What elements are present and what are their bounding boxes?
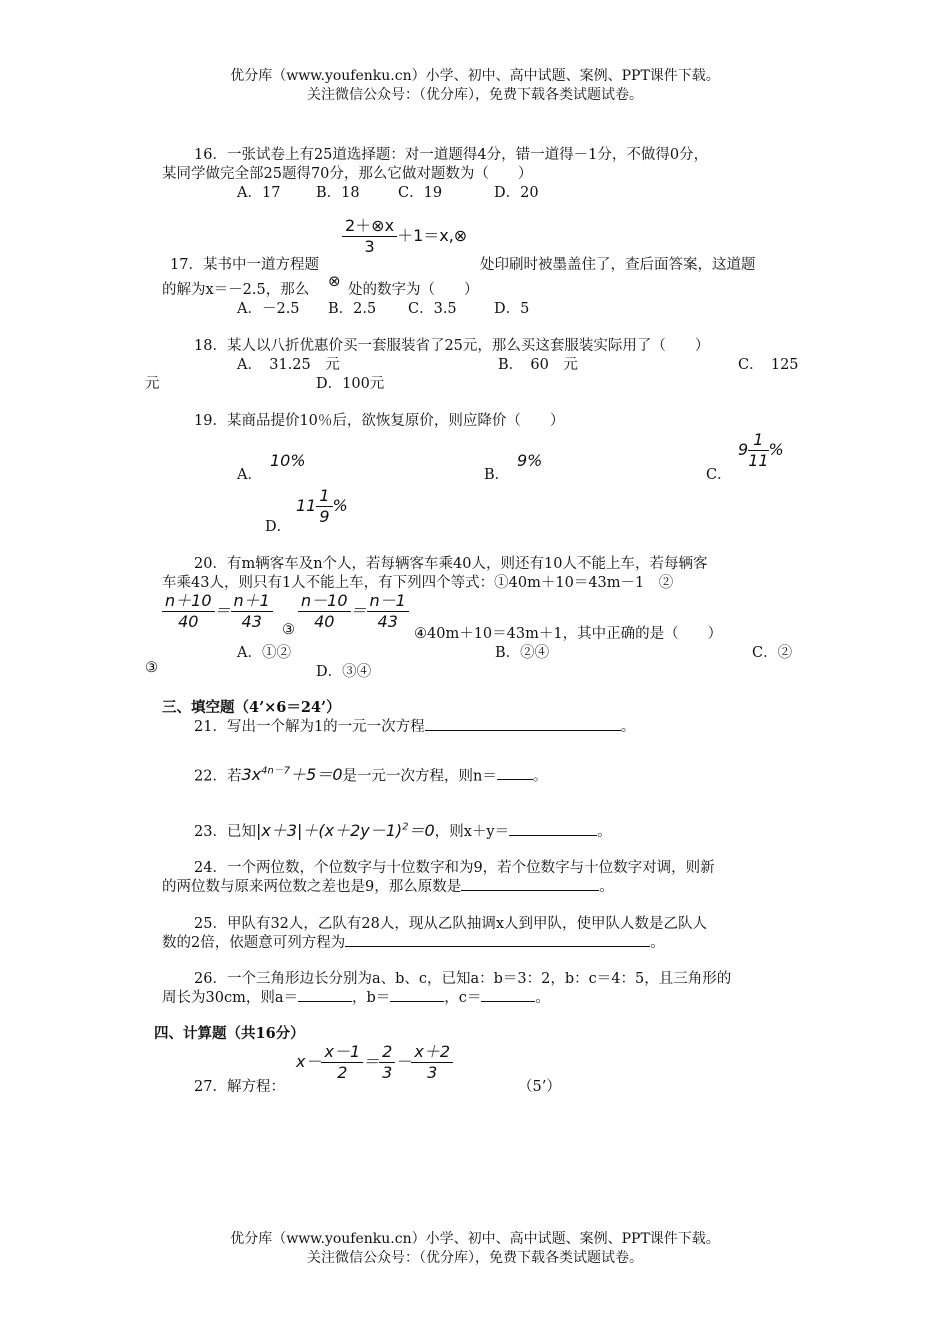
q17-prefix: 17．某书中一道方程题 <box>170 257 319 273</box>
q27-f1-numerator: x－1 <box>321 1042 363 1063</box>
q27-f1-denominator: 2 <box>337 1063 348 1082</box>
q20-f1-numerator: n＋10 <box>162 591 215 612</box>
q23-square: 2 <box>402 821 409 833</box>
q17-line2-b: 处的数字为（ ） <box>348 282 479 298</box>
q26-line2-c: ，c＝ <box>444 990 482 1006</box>
q22-base: 3x <box>241 765 262 785</box>
q23-rest: ＝0 <box>408 821 435 840</box>
q19-d-whole: 11 <box>296 496 317 515</box>
q19-c-denominator: 11 <box>748 451 769 470</box>
q16-option-d: D．20 <box>494 185 539 201</box>
q20-line1: 20．有m辆客车及n个人，若每辆客车乘40人，则还有10人不能上车，若每辆客 <box>194 556 708 572</box>
q20-option-a: A．①② <box>237 645 291 661</box>
q27-f2-denominator: 3 <box>382 1063 393 1082</box>
q20-option-b: B．②④ <box>495 645 550 661</box>
q16-option-c: C．19 <box>398 185 443 201</box>
q19-option-c-value <box>738 430 784 471</box>
q23-end: 。 <box>597 824 612 840</box>
question-23 <box>194 818 612 841</box>
q20-equation-3 <box>298 591 409 632</box>
q27-f2-numerator: 2 <box>379 1042 395 1063</box>
q16-option-b: B．18 <box>316 185 360 201</box>
q26-line2 <box>162 986 550 1007</box>
q18-option-d: D．100元 <box>316 376 385 392</box>
q23-prefix: 23．已知 <box>194 824 256 840</box>
q25-line2-text: 数的2倍，依题意可列方程为 <box>162 935 346 951</box>
q22-end: 。 <box>532 768 548 785</box>
q19-c-whole: 9 <box>738 440 749 459</box>
q20-f4-numerator: n－1 <box>367 591 409 612</box>
q18-option-b: B． 60 元 <box>498 357 578 373</box>
q22-exponent: 4n－7 <box>261 766 291 777</box>
q17-option-d: D．5 <box>494 301 530 317</box>
q23-suffix: ，则x＋y＝ <box>434 824 510 840</box>
q20-f2-numerator: n＋1 <box>231 591 273 612</box>
q24-line1: 24．一个两位数，个位数字与十位数字和为9，若个位数字与十位数字对调，则新 <box>194 860 715 876</box>
q19-c-percent: % <box>768 440 784 459</box>
q18-option-a: A． 31.25 元 <box>237 357 340 373</box>
q27-score: （5’） <box>518 1079 561 1095</box>
q20-option-c-wrap: ③ <box>145 660 158 676</box>
q26-answer-c-blank[interactable] <box>481 987 535 1002</box>
q19-option-c-label: C． <box>706 467 732 483</box>
q27-prefix: 27．解方程： <box>194 1079 285 1095</box>
q17-frac-numerator: 2＋⊗x <box>342 216 397 237</box>
q17-option-c: C．3.5 <box>408 301 457 317</box>
q24-line2 <box>162 875 614 896</box>
q19-d-numerator: 1 <box>316 486 332 507</box>
q20-f4-denominator: 43 <box>377 612 398 631</box>
q26-line2-b: ，b＝ <box>351 990 391 1006</box>
q25-line2 <box>162 931 665 952</box>
q17-ink-symbol: ⊗ <box>328 272 341 290</box>
q20-tail: ④40m＋10＝43m＋1，其中正确的是（ ） <box>414 626 723 642</box>
q19-d-denominator: 9 <box>319 507 330 526</box>
q17-suffix: 处印刷时被墨盖住了，查后面答案，这道题 <box>480 257 756 273</box>
q22-answer-blank[interactable] <box>497 765 533 780</box>
q16-line2: 某同学做完全部25题得70分，那么它做对题数为（ ） <box>162 166 533 182</box>
q19-d-percent: % <box>332 496 348 515</box>
q17-option-b: B．2.5 <box>328 301 377 317</box>
q22-suffix: 是一元一次方程，则n＝ <box>342 768 497 785</box>
q17-option-a: A．－2.5 <box>237 301 300 317</box>
q25-line1: 25．甲队有32人，乙队有28人，现从乙队抽调x人到甲队，使甲队人数是乙队人 <box>194 916 708 932</box>
q26-answer-b-blank[interactable] <box>390 987 444 1002</box>
q27-minus: － <box>395 1052 412 1071</box>
q22-prefix: 22．若 <box>194 768 242 785</box>
q27-f3-numerator: x＋2 <box>411 1042 453 1063</box>
q16-option-a: A．17 <box>237 185 281 201</box>
q20-circle-3: ③ <box>282 622 295 638</box>
q22-rest: ＋5＝0 <box>290 765 343 785</box>
q26-line2-a: 周长为30cm，则a＝ <box>162 990 298 1006</box>
q18-line1: 18．某人以八折优惠价买一套服装省了25元，那么买这套服装实际用了（ ） <box>194 338 710 354</box>
q20-option-d: D．③④ <box>316 664 372 680</box>
q20-line2: 车乘43人，则只有1人不能上车，有下列四个等式：①40m＋10＝43m－1 ② <box>162 575 674 591</box>
q20-f3-denominator: 40 <box>314 612 335 631</box>
q20-eq-sign-2: ＝ <box>350 601 367 620</box>
q26-answer-a-blank[interactable] <box>298 987 352 1002</box>
q20-f2-denominator: 43 <box>241 612 262 631</box>
question-22 <box>194 762 547 785</box>
q22-expression <box>241 765 342 784</box>
q19-option-d-label: D． <box>265 519 292 535</box>
q19-c-numerator: 1 <box>748 430 768 451</box>
q23-expression <box>256 821 435 840</box>
footer-line-2: 关注微信公众号：（优分库），免费下载各类试题试卷。 <box>307 1250 643 1266</box>
q17-equation <box>342 216 467 257</box>
q19-option-a-value: 10% <box>270 451 306 470</box>
q17-frac-denominator: 3 <box>364 237 375 256</box>
q23-expr: |x＋3|＋(x＋2y－1) <box>255 821 403 840</box>
footer-line-1: 优分库（www.youfenku.cn）小学、初中、高中试题、案例、PPT课件下载。 <box>230 1231 720 1247</box>
q19-option-b-value: 9% <box>517 451 543 470</box>
q26-end: 。 <box>535 990 550 1006</box>
q26-line1: 26．一个三角形边长分别为a、b、c，已知a：b＝3：2，b：c＝4：5，且三角形的 <box>194 971 732 987</box>
section-3-title: 三、填空题（4’×6＝24’） <box>162 699 341 716</box>
question-21 <box>194 715 635 736</box>
q18-option-c: C． 125 <box>738 357 799 373</box>
q25-answer-blank[interactable] <box>345 932 650 947</box>
q27-f3-denominator: 3 <box>427 1063 438 1082</box>
q24-line2-text: 的两位数与原来两位数之差也是9，那么原数是 <box>162 879 462 895</box>
q19-option-d-value <box>296 486 348 527</box>
q19-option-a-label: A． <box>237 467 262 483</box>
q17-line2-a: 的解为x＝－2.5，那么 <box>162 282 310 298</box>
q20-option-c: C．② <box>752 645 793 661</box>
q20-eq-sign: ＝ <box>214 601 231 620</box>
section-4-title: 四、计算题（共16分） <box>154 1025 305 1042</box>
q25-end: 。 <box>650 935 665 951</box>
q16-line1: 16．一张试卷上有25道选择题：对一道题得4分，错一道得－1分，不做得0分， <box>194 147 709 163</box>
q20-f3-numerator: n－10 <box>298 591 351 612</box>
q23-answer-blank[interactable] <box>509 821 597 836</box>
q19-option-b-label: B． <box>484 467 510 483</box>
q21-end: 。 <box>620 719 636 735</box>
header-line-1: 优分库（www.youfenku.cn）小学、初中、高中试题、案例、PPT课件下载。 <box>230 68 720 84</box>
q20-f1-denominator: 40 <box>178 612 199 631</box>
q19-line1: 19．某商品提价10％后，欲恢复原价，则应降价（ ） <box>194 413 565 429</box>
q21-text: 21．写出一个解为1的一元一次方程 <box>194 719 425 735</box>
q27-x: x－ <box>296 1052 322 1071</box>
q18-option-c-unit: 元 <box>145 376 160 392</box>
q21-answer-blank[interactable] <box>425 716 621 731</box>
q24-answer-blank[interactable] <box>461 876 599 891</box>
header-line-2: 关注微信公众号：（优分库），免费下载各类试题试卷。 <box>307 87 643 103</box>
q27-equation <box>296 1042 453 1083</box>
q17-eq-rest: ＋1＝x,⊗ <box>397 226 468 245</box>
q27-eq: ＝ <box>363 1052 380 1071</box>
q24-end: 。 <box>599 879 614 895</box>
q20-equation-2 <box>162 591 273 632</box>
